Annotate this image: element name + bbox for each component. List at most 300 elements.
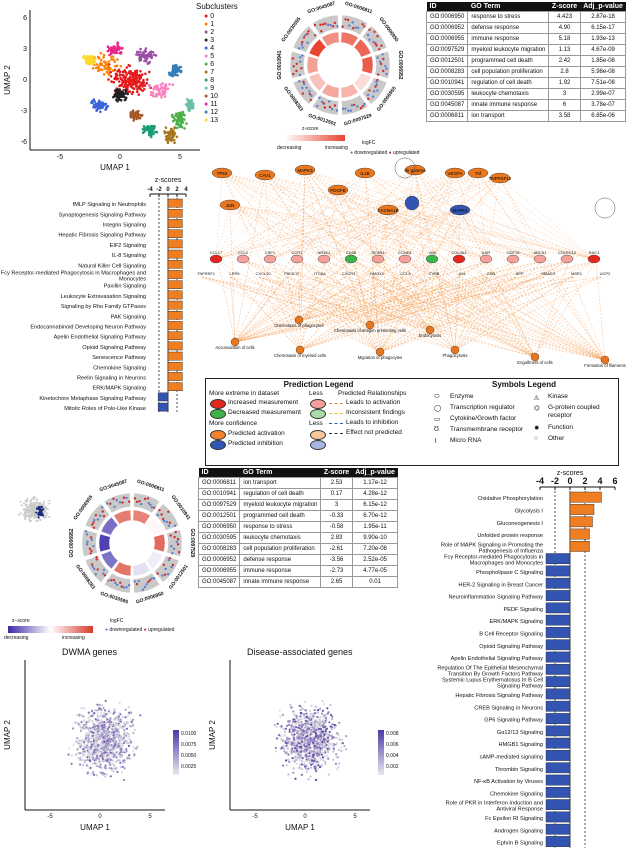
circle-top-logfc-dot (299, 74, 301, 76)
umap-dwma-point (109, 723, 111, 725)
umap-dwma-point (102, 748, 104, 750)
bottom-table-cell: GO:0010941 (199, 489, 240, 500)
umap-dwma-point (77, 722, 79, 724)
umap-top-point (106, 71, 109, 74)
umap-disease-colorbar-label: 0.004 (386, 753, 399, 759)
network-edge (486, 178, 500, 259)
umap-dwma-point (102, 721, 104, 723)
bottom-table-cell: GO:0006950 (199, 522, 240, 533)
umap-top-point (171, 115, 174, 118)
circle-top-logfc-dot (303, 83, 305, 85)
circle-bottom-logfc-dot (109, 503, 111, 505)
umap-top-point (155, 54, 158, 57)
bar-top-tick-label: 4 (184, 187, 188, 193)
circle-top-logfc-dot (327, 24, 329, 26)
umap-legend-item (204, 61, 244, 69)
umap-dwma-point (109, 764, 111, 766)
umap-dwma-point (91, 744, 93, 746)
umap-top-point (97, 56, 100, 59)
circle-bottom-logfc-dot (110, 579, 112, 581)
umap-dwma-point (101, 726, 103, 728)
umap-top-point (180, 119, 183, 122)
bottom-table-cell: ion transport (240, 478, 321, 489)
umap-top-point (160, 96, 163, 99)
bottom-table-header-cell: Adj_p-value (352, 468, 398, 478)
bar-bottom-category-label: Pathogenesis of Influenza (478, 548, 543, 555)
umap-disease-point (331, 718, 333, 720)
circle-top-zscore-label: z-score (302, 126, 319, 132)
circle-bottom-logfc-dot (128, 501, 130, 503)
bar-bottom-category-label: Androgen Signaling (494, 828, 543, 835)
circle-top-logfc-dot (353, 104, 355, 106)
circle-bottom-logfc-dot (164, 574, 166, 576)
umap-top-point (180, 121, 183, 124)
circle-top-logfc-dot (295, 70, 297, 72)
umap-mini-point (35, 517, 37, 519)
umap-top-point (103, 60, 106, 63)
umap-mini-point (30, 502, 32, 504)
umap-disease-point (309, 742, 311, 744)
bar-bottom-category-label: Macrophages and Monocytes (469, 560, 543, 567)
umap-dwma-point (101, 704, 103, 706)
circle-bottom-logfc-dot (91, 539, 93, 541)
circle-bottom-logfc-dot (90, 552, 92, 554)
bar-bottom-bar (546, 824, 570, 834)
activation-line-icon (329, 403, 343, 404)
circle-bottom-legend: ● downregulated ● upregulated (105, 627, 175, 633)
umap-dwma-point (87, 733, 89, 735)
umap-disease-title: Disease-associated genes (247, 647, 353, 657)
bar-top-category-label: Endocannabinoid Developing Neuron Pathway (30, 324, 146, 331)
bottom-table-cell: GO:0006955 (199, 566, 240, 577)
umap-top-point (146, 125, 149, 128)
umap-top-point (171, 71, 174, 74)
umap-dwma-point (120, 739, 122, 741)
network-node (399, 255, 411, 263)
network-node-label: MAPK1 (452, 208, 468, 213)
umap-dwma-point (128, 754, 130, 756)
bar-top-category-label: Fcy Receptor-mediated Phagocytosis in Macrophages and (0, 270, 146, 277)
cluster-dot-icon: ● (204, 117, 209, 124)
circle-bottom-go-label: GO:0030595 (99, 590, 129, 606)
umap-dwma-point (128, 733, 130, 735)
umap-mini-point (20, 512, 22, 514)
umap-top-point (143, 88, 146, 91)
umap-mini-point (24, 510, 26, 512)
circle-top-outer-sector (341, 15, 367, 35)
umap-disease-point (340, 750, 342, 752)
bar-bottom-category-label: Signaling Pathway (496, 683, 543, 690)
circle-top-logfc-dot (336, 25, 338, 27)
umap-disease-point (275, 747, 277, 749)
network-node-label: CXCR3 (341, 271, 356, 276)
umap-dwma-point (106, 740, 108, 742)
umap-dwma-point (78, 715, 80, 717)
umap-dwma-point (108, 721, 110, 723)
umap-top-xlabel: UMAP 1 (100, 163, 130, 172)
umap-dwma-point (114, 718, 116, 720)
umap-mini-point (25, 500, 27, 502)
circle-bottom-logfc-dot (99, 515, 101, 517)
circle-top-logfc-dot (329, 24, 331, 26)
network-edge (216, 173, 478, 259)
umap-top-point (140, 77, 143, 80)
umap-disease-point (300, 709, 302, 711)
umap-dwma-point (111, 741, 113, 743)
activation-swatch-icon (210, 430, 226, 440)
bar-bottom-tick-label: 4 (597, 476, 603, 486)
umap-dwma-point (96, 765, 98, 767)
umap-dwma-point (103, 724, 105, 726)
umap-dwma-point (98, 708, 100, 710)
umap-disease-point (333, 749, 335, 751)
circle-bottom-logfc-dot (103, 569, 105, 571)
network-node-label: CD38 (345, 250, 357, 255)
cluster-dot-icon: ● (204, 61, 209, 68)
umap-dwma-point (112, 738, 114, 740)
cluster-dot-icon: ● (204, 29, 209, 36)
network-edge (338, 190, 378, 259)
legend-microrna: Micro RNA (450, 437, 482, 444)
network-node-label: RAC1 (588, 250, 600, 255)
umap-disease-point (327, 734, 329, 736)
bar-top-bar (168, 321, 182, 329)
umap-disease-point (287, 773, 289, 775)
umap-dwma-point (88, 717, 90, 719)
umap-disease-point (304, 701, 306, 703)
umap-disease-point (316, 752, 318, 754)
umap-mini-point (26, 498, 28, 500)
network-edge (459, 277, 606, 360)
circle-bottom-logfc-dot (103, 515, 105, 517)
bar-top-category-label: Synaptogenesis Signaling Pathway (58, 212, 146, 219)
umap-disease-point (312, 714, 314, 716)
top-table-cell: response to stress (468, 12, 549, 23)
umap-disease-point (335, 763, 337, 765)
umap-mini-highlight-point (38, 506, 40, 508)
circle-top-logfc-dot (367, 34, 369, 36)
bar-bottom-category-label: Chemokine Signaling (490, 791, 543, 798)
umap-dwma-point (92, 771, 94, 773)
top-table-cell: 6 (549, 100, 580, 111)
circle-top-logfc-dot (362, 105, 364, 107)
umap-dwma-ylabel: UMAP 2 (3, 720, 12, 750)
umap-dwma-point (99, 755, 101, 757)
network-node-label: COL3A1 (451, 250, 467, 255)
umap-dwma-point (93, 712, 95, 714)
circle-bottom-logfc-dot (151, 577, 153, 579)
umap-top-point (87, 56, 90, 59)
circle-top-logfc-dot (344, 108, 346, 110)
circle-top-logfc-dot (351, 104, 353, 106)
umap-top-point (138, 53, 141, 56)
umap-top-point (173, 127, 176, 130)
circle-top-inner-sector (341, 84, 358, 98)
umap-dwma-point (132, 732, 134, 734)
umap-top-point (112, 58, 115, 61)
circle-top-logfc-dot (314, 34, 316, 36)
not-predicted-line-icon (329, 433, 343, 434)
umap-dwma-point (101, 745, 103, 747)
umap-top-point (111, 50, 114, 53)
umap-top-point (124, 69, 127, 72)
circle-bottom-logfc-dot (148, 502, 150, 504)
umap-disease-point (317, 764, 319, 766)
circle-top-logfc-dot (357, 27, 359, 29)
umap-dwma-point (108, 709, 110, 711)
circle-top-go-label: GO:0006950 (377, 16, 400, 44)
bar-top-category-label: Opioid Signaling Pathway (82, 344, 146, 351)
circle-top-logfc-dot (307, 30, 309, 32)
umap-disease-point (300, 750, 302, 752)
umap-disease-point (279, 710, 281, 712)
umap-top-point (136, 69, 139, 72)
umap-dwma-point (83, 707, 85, 709)
umap-top-point (164, 91, 167, 94)
circle-bottom-logfc-dot (91, 523, 93, 525)
umap-dwma-point (107, 734, 109, 736)
bar-top-bar (168, 372, 182, 380)
umap-disease-point (333, 724, 335, 726)
bottom-table-cell: 2.53 (321, 478, 352, 489)
bottom-table-cell: -0.33 (321, 511, 352, 522)
legend-less2: Less (309, 420, 323, 427)
umap-dwma-point (87, 772, 89, 774)
umap-disease-point (307, 758, 309, 760)
umap-disease-point (312, 723, 314, 725)
top-table-cell: GO:0006955 (427, 34, 468, 45)
umap-dwma-point (113, 708, 115, 710)
umap-legend-item (204, 77, 244, 85)
umap-top-point (161, 82, 164, 85)
circle-top-logfc-dot (373, 90, 375, 92)
umap-top-ytick: 0 (23, 77, 27, 84)
legend-cytokine: Cytokine/Growth factor (450, 415, 517, 422)
umap-dwma-point (90, 767, 92, 769)
top-table-row (427, 67, 626, 78)
umap-dwma-point (105, 773, 107, 775)
top-table-cell: GO:0012501 (427, 56, 468, 67)
umap-disease-point (291, 752, 293, 754)
circle-bottom-logfc-dot (161, 574, 163, 576)
umap-dwma-point (90, 737, 92, 739)
umap-dwma-point (119, 702, 121, 704)
umap-disease-point (315, 779, 317, 781)
umap-disease-point (308, 728, 310, 730)
umap-top-point (139, 84, 142, 87)
umap-disease-point (296, 722, 298, 724)
top-table-cell: 1.92 (549, 78, 580, 89)
umap-dwma-point (112, 728, 114, 730)
circle-bottom-logfc-dot (169, 522, 171, 524)
umap-top-point (90, 102, 93, 105)
circle-bottom-inner-sector (99, 534, 110, 552)
top-table-cell: 3 (549, 89, 580, 100)
umap-disease-point (319, 744, 321, 746)
network-edge (222, 173, 594, 259)
bottom-table-cell: GO:0006952 (199, 555, 240, 566)
umap-disease-point (300, 721, 302, 723)
bar-bottom-bar (570, 517, 593, 527)
umap-top-point (109, 68, 112, 71)
top-table-row (427, 111, 626, 122)
umap-disease-point (298, 737, 300, 739)
circle-bottom-logfc-dot (128, 584, 130, 586)
umap-disease-point (343, 745, 345, 747)
umap-dwma-point (86, 746, 88, 748)
umap-dwma-point (83, 746, 85, 748)
umap-subclusters-legend (204, 13, 244, 125)
circle-bottom-logfc-dot (123, 586, 125, 588)
umap-top-point (143, 130, 146, 133)
umap-disease-point (308, 746, 310, 748)
network-node (561, 255, 573, 263)
umap-top-point (145, 60, 148, 63)
circle-bottom-logfc-dot (92, 566, 94, 568)
umap-disease-colorbar-label: 0.008 (386, 731, 399, 737)
network-edge (265, 175, 540, 259)
circle-bottom-logfc-dot (125, 586, 127, 588)
bottom-table-row (199, 544, 398, 555)
umap-dwma-point (84, 761, 86, 763)
legend-pred-inhibition: Predicted inhibition (228, 440, 283, 447)
legend-kinase: Kinase (548, 393, 568, 400)
umap-disease-point (332, 759, 334, 761)
umap-dwma-point (96, 715, 98, 717)
circle-top-go-label: GO:0006952 (397, 50, 403, 80)
bar-bottom-bar (546, 738, 570, 748)
umap-top-point (116, 58, 119, 61)
umap-dwma-point (120, 766, 122, 768)
umap-dwma-point (122, 716, 124, 718)
umap-top-point (93, 100, 96, 103)
umap-legend-item (204, 109, 244, 117)
bottom-table-cell: 2.65 (321, 577, 352, 588)
bar-bottom-bar (570, 541, 590, 551)
circle-top-logfc-dot (310, 99, 312, 101)
umap-dwma-point (88, 712, 90, 714)
umap-dwma-point (81, 714, 83, 716)
umap-dwma-point (104, 752, 106, 754)
network-function-label: Formation of filaments (584, 363, 626, 368)
legend-other: Other (548, 435, 565, 442)
umap-disease-point (326, 741, 328, 743)
umap-disease-point (285, 752, 287, 754)
umap-disease-point (336, 737, 338, 739)
umap-dwma-point (124, 750, 126, 752)
umap-top-point (135, 75, 138, 78)
umap-dwma-point (108, 757, 110, 759)
umap-top-point (125, 89, 128, 92)
network-node-label: VIM (428, 250, 436, 255)
umap-top-xtick: -5 (56, 154, 64, 161)
umap-disease-point (317, 735, 319, 737)
circle-top-logfc-dot (298, 47, 300, 49)
umap-dwma-point (121, 746, 123, 748)
top-table-row (427, 45, 626, 56)
umap-disease-point (303, 715, 305, 717)
umap-disease-point (281, 725, 283, 727)
network-node-label: NR3C1 (317, 250, 331, 255)
umap-dwma-point (100, 719, 102, 721)
umap-dwma-xtick: -5 (47, 814, 53, 820)
umap-top-point (125, 73, 128, 76)
umap-disease-point (317, 709, 319, 711)
circle-bottom-logfc-dot (166, 521, 168, 523)
umap-disease-point (321, 764, 323, 766)
umap-top-point (133, 87, 136, 90)
umap-top-point (188, 101, 191, 104)
umap-disease-point (310, 767, 312, 769)
bar-bottom-bar (546, 554, 570, 564)
umap-dwma-point (98, 751, 100, 753)
umap-mini-point (21, 504, 23, 506)
umap-top-point (170, 129, 173, 132)
circle-top-logfc-dot (306, 87, 308, 89)
network-node-label: CSF1 (264, 250, 276, 255)
umap-dwma-plot (0, 645, 205, 850)
circle-top-logfc-dot (380, 63, 382, 65)
umap-disease-point (326, 707, 328, 709)
umap-top-point (128, 77, 131, 80)
umap-dwma-point (82, 764, 84, 766)
umap-dwma-point (105, 757, 107, 759)
umap-dwma-point (128, 706, 130, 708)
circle-top-logfc-dot (324, 106, 326, 108)
circle-bottom-logfc-dot (173, 548, 175, 550)
prediction-legend (205, 378, 432, 466)
umap-disease-point (319, 735, 321, 737)
umap-dwma-point (79, 759, 81, 761)
umap-disease-point (298, 719, 300, 721)
legend-leads-inhibition: Leads to inhibition (346, 419, 399, 426)
circle-bottom-logfc-dot (123, 497, 125, 499)
circle-top-logfc-dot (385, 68, 387, 70)
circle-bottom-zscore-label: z−score (12, 618, 30, 624)
umap-disease-point (327, 757, 329, 759)
umap-top-point (139, 70, 142, 73)
circle-bottom-logfc-dot (176, 541, 178, 543)
umap-disease-point (341, 739, 343, 741)
bar-top-bar (168, 199, 182, 207)
umap-mini-highlight-point (35, 512, 37, 514)
bottom-table-cell: cell population proliferation (240, 544, 321, 555)
umap-top-point (154, 131, 157, 134)
umap-disease-point (294, 755, 296, 757)
circle-top-logfc-dot (331, 108, 333, 110)
bar-bottom-category-label: Ephrin B Signaling (496, 840, 543, 847)
umap-disease-point (280, 738, 282, 740)
cluster-dot-icon: ● (204, 85, 209, 92)
umap-top-point (140, 58, 143, 61)
circle-bottom-go-label: GO:0006955 (72, 494, 95, 522)
umap-disease-plot (205, 645, 400, 850)
umap-dwma-point (87, 727, 89, 729)
bar-top-bar (168, 230, 182, 238)
umap-top-point (120, 90, 123, 93)
bar-top-bar (158, 393, 168, 401)
top-table-cell: GO:0006950 (427, 12, 468, 23)
umap-dwma-point (89, 747, 91, 749)
umap-top-point (124, 84, 127, 87)
circle-bottom-logfc-dot (107, 579, 109, 581)
umap-disease-point (317, 768, 319, 770)
umap-dwma-point (122, 762, 124, 764)
bar-bottom-bar (546, 763, 570, 773)
bar-top-category-label: Integrin Signaling (102, 222, 146, 229)
umap-disease-point (292, 736, 294, 738)
umap-top-point (118, 52, 121, 55)
